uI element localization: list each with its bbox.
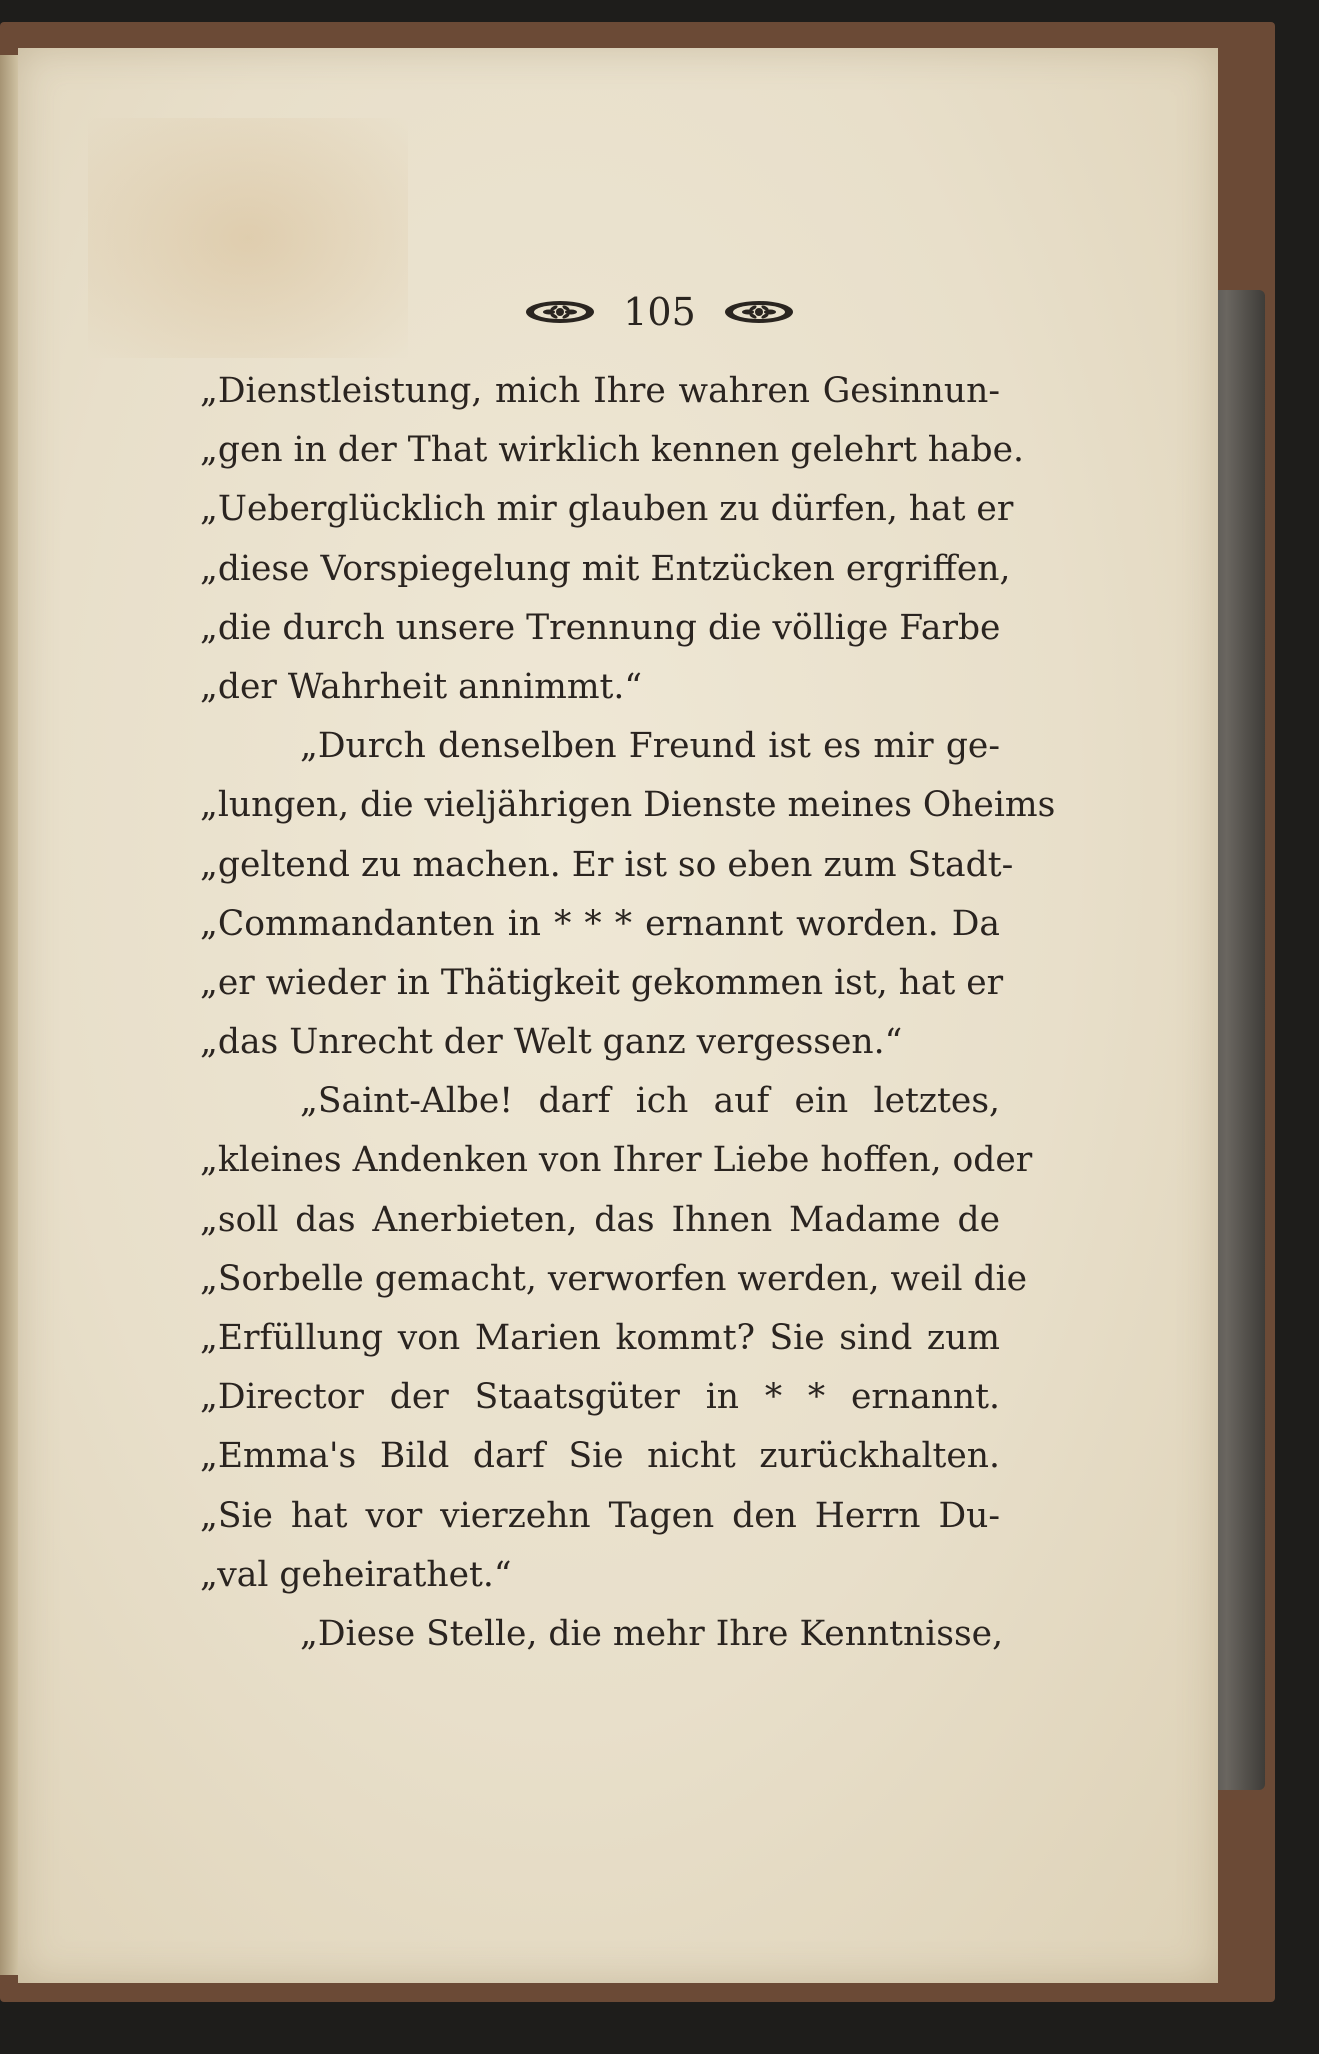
text-line: „Commandanten in * * * ernannt worden. Da (200, 903, 1000, 944)
text-line: „Sorbelle gemacht, verworfen werden, weil die (200, 1258, 1028, 1299)
text-line: „Ueberglücklich mir glauben zu dürfen, hat er (200, 489, 1014, 530)
text-line: „diese Vorspiegelung mit Entzücken ergriffen, (200, 548, 1011, 589)
text-line: „Director der Staatsgüter in * * ernannt. (200, 1377, 1000, 1418)
text-line: „Emma's Bild darf Sie nicht zurückhalten. (200, 1436, 1000, 1477)
text-line: „Diese Stelle, die mehr Ihre Kenntnisse, (300, 1613, 1004, 1654)
text-line: „Durch denselben Freund ist es mir ge- (300, 726, 1000, 767)
text-line: „Dienstleistung, mich Ihre wahren Gesinnun- (200, 371, 1000, 411)
text-line: „lungen, die vieljährigen Dienste meines Oheims (200, 785, 1056, 826)
rosette-ornament-icon (724, 299, 794, 325)
text-line: „Erfüllung von Marien kommt? Sie sind zum (200, 1318, 1000, 1358)
text-line: „val geheirathet.“ (200, 1554, 512, 1595)
text-line: „die durch unsere Trennung die völlige Farbe (200, 607, 1001, 648)
page-header (0, 290, 1319, 340)
text-line: „soll das Anerbieten, das Ihnen Madame de (200, 1199, 1000, 1240)
rosette-ornament-icon (525, 299, 595, 325)
body-text (200, 362, 1056, 1664)
text-line: „Saint-Albe! darf ich auf ein letztes, (300, 1081, 1000, 1122)
text-line: „der Wahrheit annimmt.“ (200, 666, 643, 707)
text-line: „er wieder in Thätigkeit gekommen ist, hat er (200, 962, 1004, 1003)
page-number: 105 (623, 290, 696, 334)
left-page-edge (0, 55, 18, 1975)
text-line: „gen in der That wirklich kennen gelehrt habe. (200, 430, 1025, 471)
text-line: „geltend zu machen. Er ist so eben zum Stadt- (200, 844, 1014, 885)
text-line: „das Unrecht der Welt ganz vergessen.“ (200, 1022, 903, 1063)
text-line: „kleines Andenken von Ihrer Liebe hoffen, oder (200, 1140, 1033, 1181)
text-line: „Sie hat vor vierzehn Tagen den Herrn Du- (200, 1495, 1000, 1536)
